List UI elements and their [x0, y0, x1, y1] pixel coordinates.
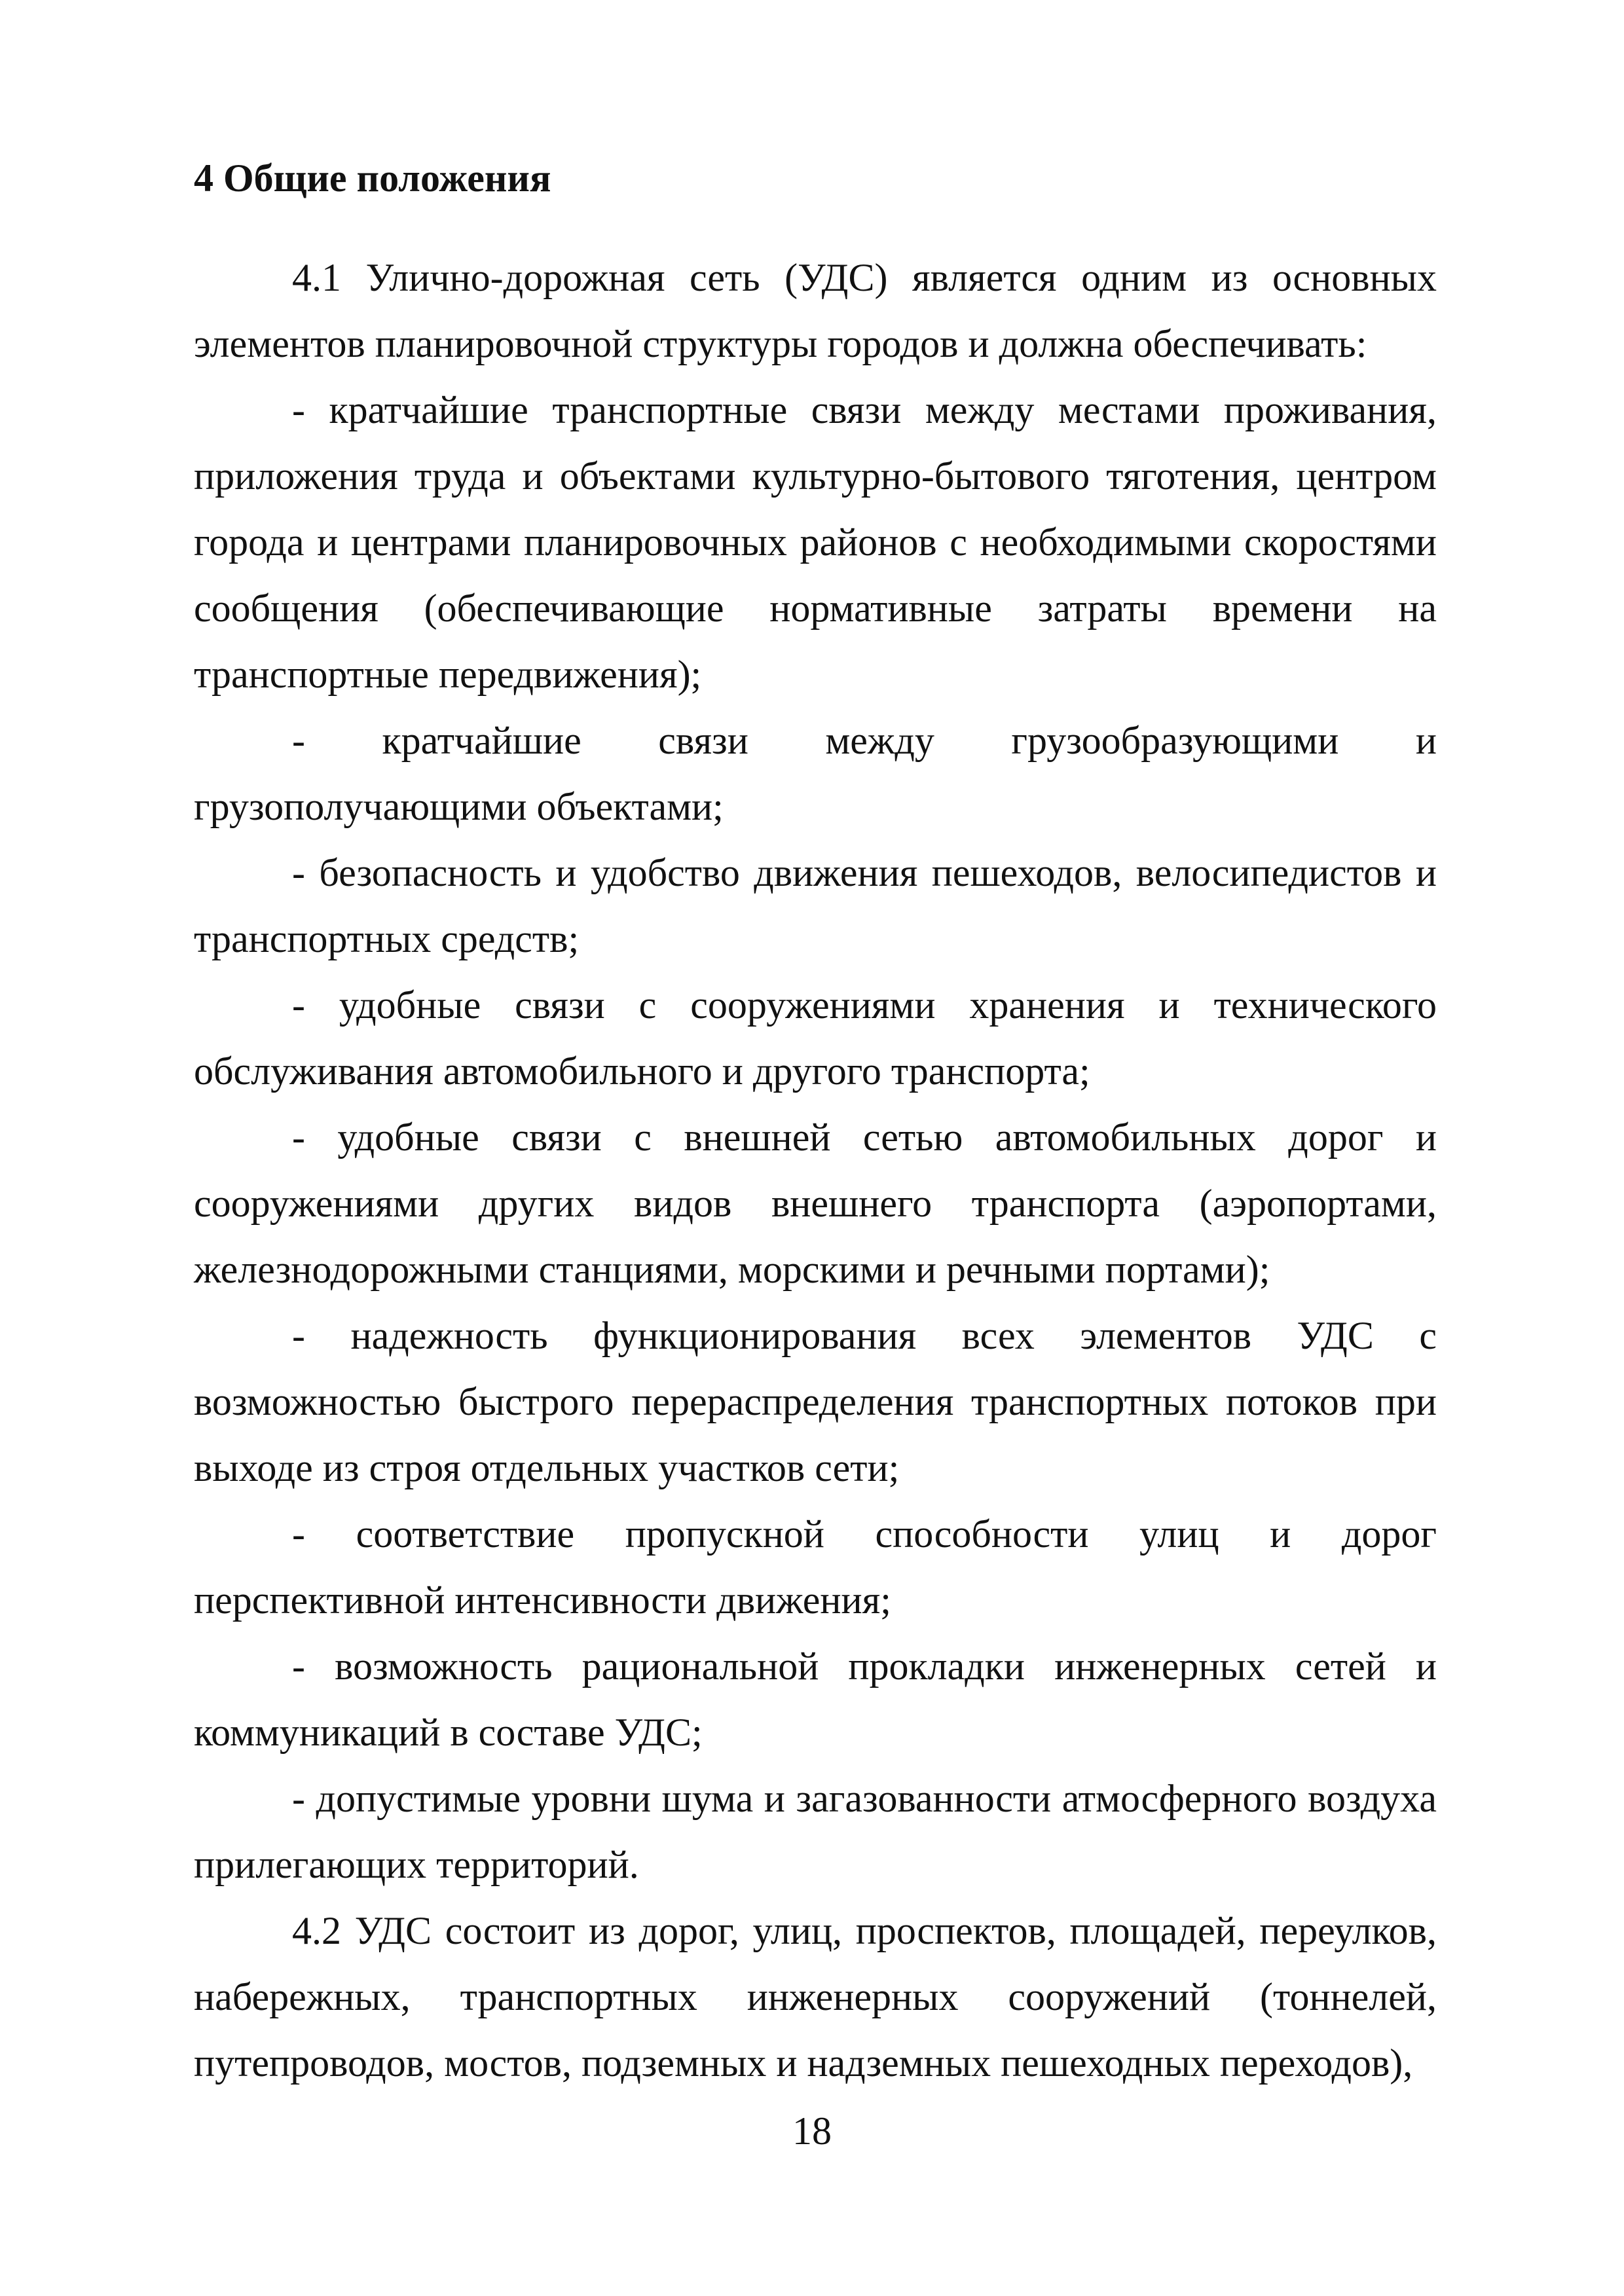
list-item-reliability: - надежность функционирования всех элементов УДС с возможностью быстрого перераспределения транспортных потоков при выходе из строя отдельных участков сети;: [194, 1314, 1437, 1489]
page-content: [194, 145, 1437, 2096]
list-item-external-network: - удобные связи с внешней сетью автомобильных дорог и сооружениями других видов внешнего транспорта (аэропортами, железнодорожными станциями, морскими и речными портами);: [194, 1116, 1437, 1291]
list-item-capacity: - соответствие пропускной способности улиц и дорог перспективной интенсивности движения;: [194, 1512, 1437, 1622]
page-number: 18: [792, 2109, 832, 2153]
list-item-storage-links: - удобные связи с сооружениями хранения и технического обслуживания автомобильного и другого транспорта;: [194, 983, 1437, 1093]
list-item-noise-levels: - допустимые уровни шума и загазованности атмосферного воздуха прилегающих территорий.: [194, 1777, 1437, 1886]
paragraph-4-2: 4.2 УДС состоит из дорог, улиц, проспектов, площадей, переулков, набережных, транспортных инженерных сооружений (тоннелей, путепроводов, мостов, подземных и надземных пешеходных переходов),: [194, 1909, 1437, 2085]
paragraph-4-1: 4.1 Улично-дорожная сеть (УДС) является одним из основных элементов планировочной структуры городов и должна обеспечивать:: [194, 256, 1437, 365]
list-item-safety: - безопасность и удобство движения пешеходов, велосипедистов и транспортных средств;: [194, 851, 1437, 960]
list-item-engineering-networks: - возможность рациональной прокладки инженерных сетей и коммуникаций в составе УДС;: [194, 1645, 1437, 1754]
list-item-shortest-transport-links: - кратчайшие транспортные связи между местами проживания, приложения труда и объектами культурно-бытового тяготения, центром города и центрами планировочных районов с необходимыми скоростями сообщения (обеспечивающие нормативные затраты времени на транспортные передвижения);: [194, 388, 1437, 696]
section-heading: 4 Общие положения: [194, 156, 551, 200]
list-item-cargo-links: - кратчайшие связи между грузообразующими и грузополучающими объектами;: [194, 719, 1437, 828]
